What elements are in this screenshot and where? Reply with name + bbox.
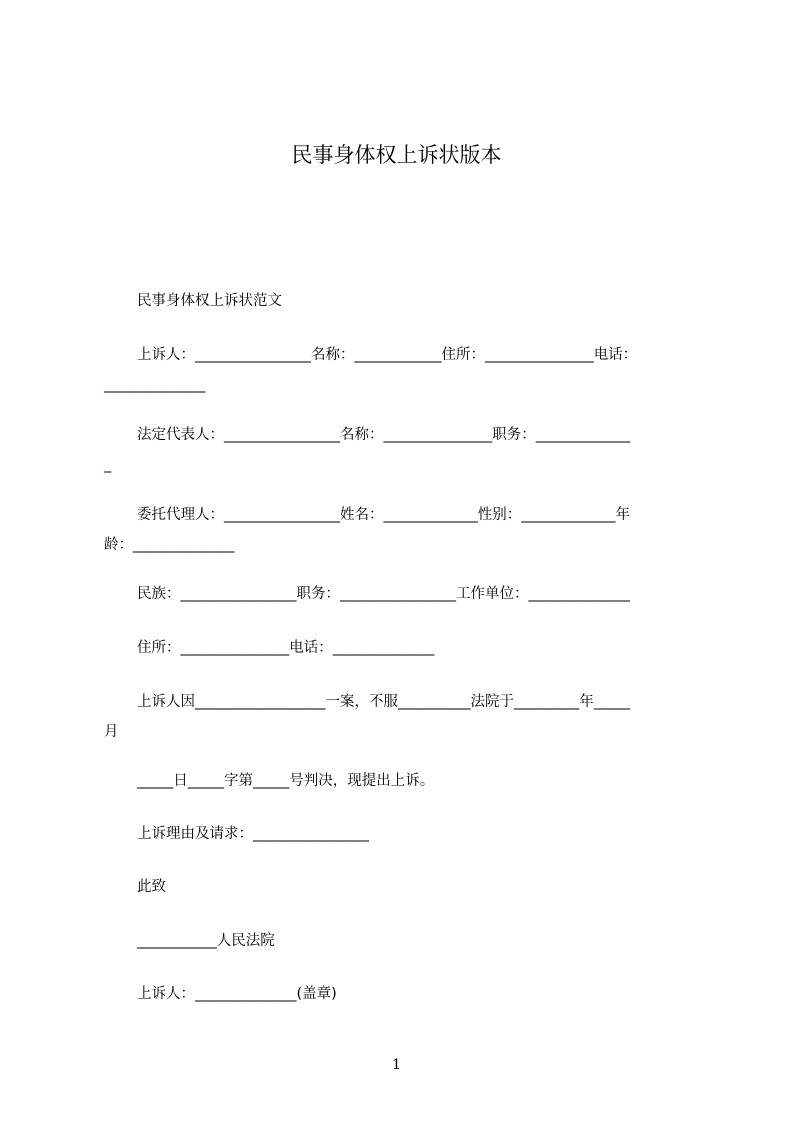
signature-line: 上诉人：______________(盖章) xyxy=(137,986,337,1002)
appeal-cause-line-2: 月 xyxy=(104,724,119,740)
document-title: 民事身体权上诉状版本 xyxy=(291,143,502,167)
reasons-line: 上诉理由及请求：________________ xyxy=(137,826,369,842)
reasons-paragraph xyxy=(104,819,704,849)
court-line: ___________人民法院 xyxy=(137,933,275,949)
court-paragraph xyxy=(104,926,704,956)
ethnicity-paragraph xyxy=(104,579,704,609)
appellant-line-1: 上诉人：________________名称：____________住所：_______________电话： xyxy=(137,347,638,363)
legal-rep-paragraph xyxy=(104,420,704,480)
judgment-line: _____日_____字第_____号判决，现提出上诉。 xyxy=(137,773,435,789)
salutation-text: 此致 xyxy=(137,879,166,895)
legal-rep-line-2: _ xyxy=(104,457,112,473)
judgment-paragraph xyxy=(104,766,704,796)
appeal-cause-line-1: 上诉人因__________________一案，不服__________法院于_________年_____ xyxy=(137,694,630,710)
subtitle-paragraph xyxy=(104,286,704,316)
signature-paragraph xyxy=(104,979,704,1009)
address-paragraph xyxy=(104,633,704,663)
page-number: 1 xyxy=(392,1057,401,1073)
agent-paragraph xyxy=(104,500,704,560)
legal-rep-line-1: 法定代表人：________________名称：_______________职务：_____________ xyxy=(137,427,630,443)
subtitle-text: 民事身体权上诉状范文 xyxy=(137,293,282,309)
appellant-line-2: ______________ xyxy=(104,377,206,393)
agent-line-2: 龄：______________ xyxy=(104,537,235,553)
ethnicity-line: 民族：________________职务：________________工作单位：______________ xyxy=(137,586,630,602)
address-line: 住所：_______________电话：______________ xyxy=(137,640,435,656)
appeal-cause-paragraph xyxy=(104,687,704,747)
agent-line-1: 委托代理人：________________姓名：_____________性别：_____________年 xyxy=(137,507,630,523)
appellant-paragraph xyxy=(104,340,704,400)
salutation-paragraph xyxy=(104,872,704,902)
